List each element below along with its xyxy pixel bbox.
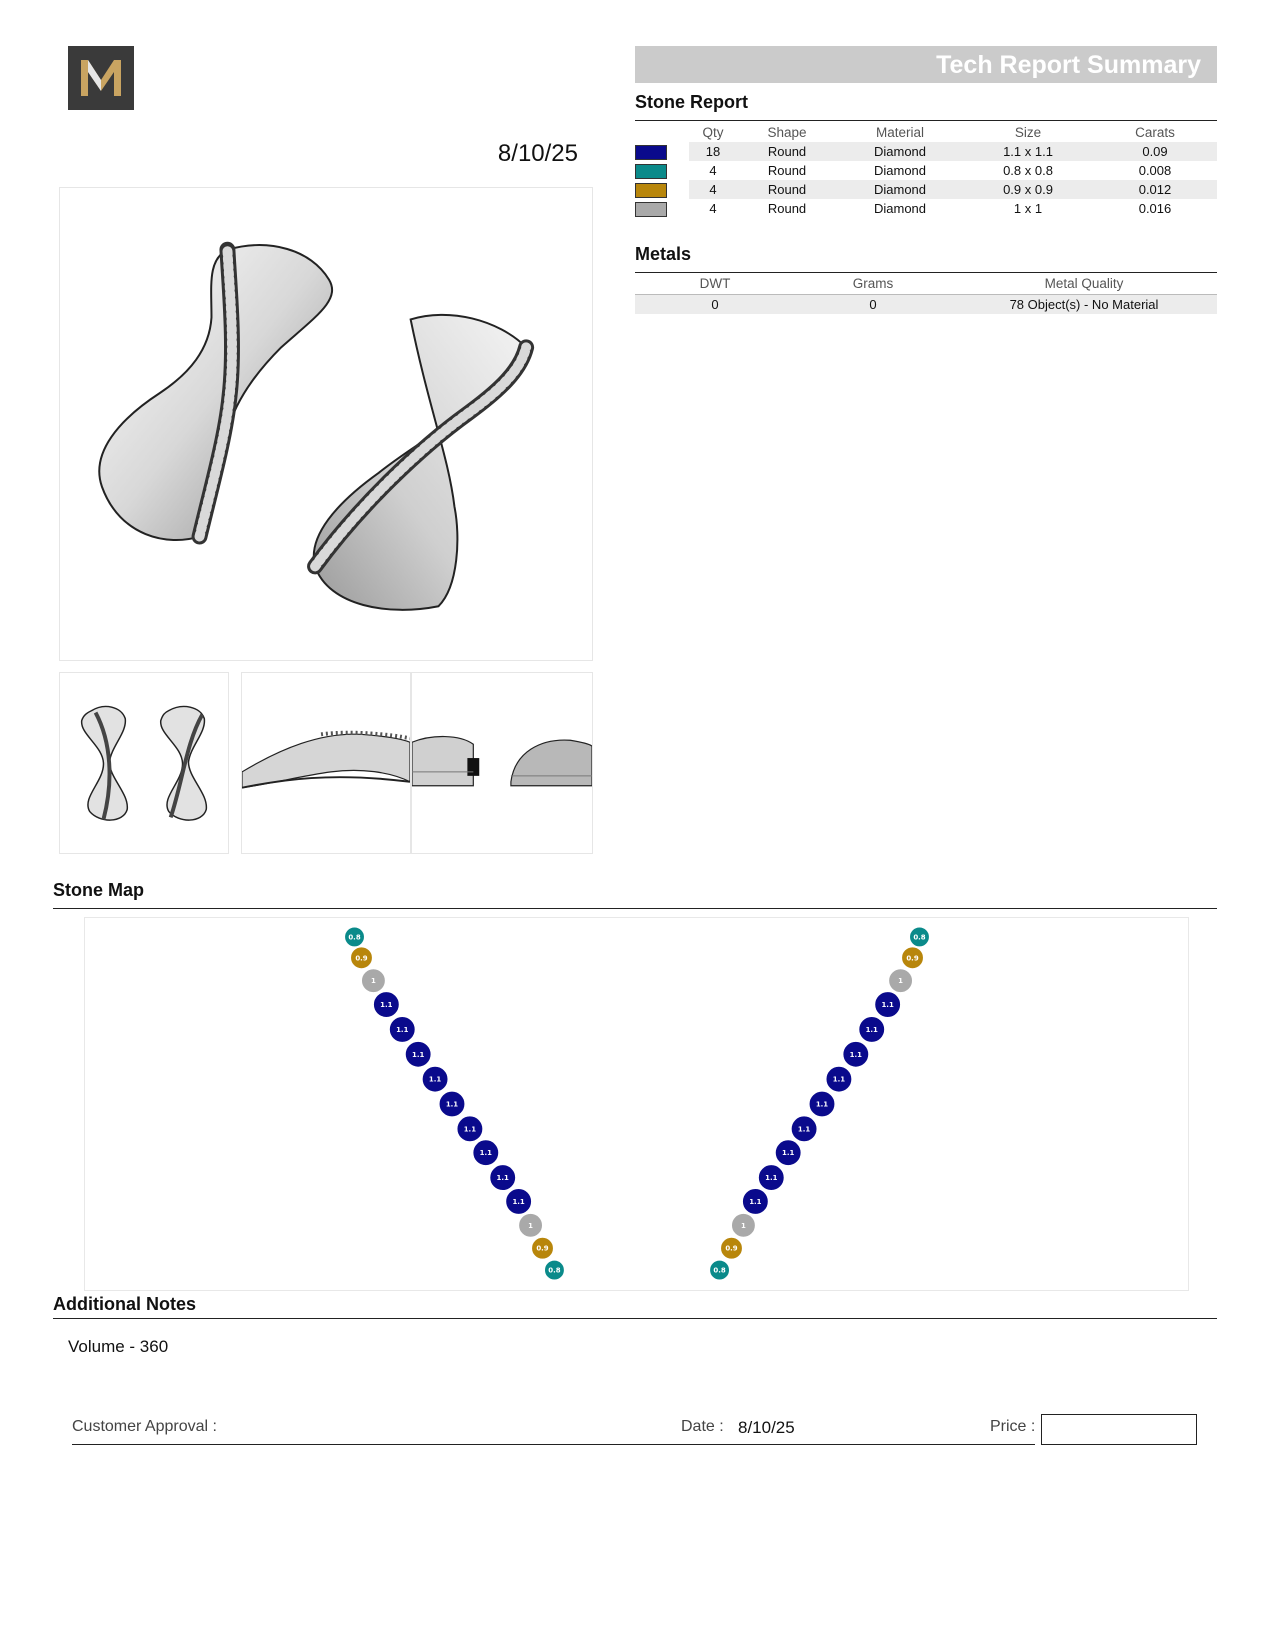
stone-gray (889, 969, 913, 993)
main-render-image (59, 187, 593, 661)
price-label: Price : (990, 1418, 1036, 1435)
stone-gold (721, 1237, 743, 1259)
grams-cell: 0 (795, 294, 951, 314)
thumbnail-front-view (59, 672, 229, 854)
material-cell: Diamond (837, 142, 963, 161)
color-swatch (635, 202, 667, 217)
side-view-icon (242, 673, 410, 853)
notes-text: Volume - 360 (68, 1337, 169, 1356)
stone-blue (389, 1016, 415, 1042)
column-header-qty: Qty (702, 125, 724, 140)
table-row (635, 199, 1217, 218)
stone-blue (742, 1189, 768, 1215)
stone-teal (910, 927, 930, 947)
stone-teal (345, 927, 365, 947)
size-cell: 1.1 x 1.1 (963, 142, 1093, 161)
stone-map-canvas (85, 918, 1188, 1290)
stone-size-label: 1.1 (849, 1050, 862, 1059)
stone-blue (405, 1041, 431, 1067)
table-row (635, 161, 1217, 180)
stone-blue (775, 1140, 801, 1166)
report-date: 8/10/25 (497, 140, 578, 167)
stone-blue (875, 992, 901, 1018)
divider (635, 120, 1217, 121)
stone-blue (439, 1091, 465, 1117)
metals-title: Metals (635, 244, 692, 264)
stone-blue (506, 1189, 532, 1215)
carats-cell: 0.016 (1138, 201, 1172, 216)
stone-map (84, 917, 1189, 1291)
column-header-shape: Shape (767, 125, 807, 140)
divider (53, 908, 1217, 909)
stone-size-label: 0.8 (713, 1266, 726, 1275)
customer-approval-signature-line[interactable] (72, 1444, 1035, 1445)
stone-teal (544, 1260, 564, 1280)
stone-size-label: 1 (898, 977, 904, 986)
divider (635, 272, 1217, 273)
approval-date-value: 8/10/25 (738, 1418, 795, 1437)
approval-date-label: Date : (681, 1418, 724, 1435)
stone-gray (361, 969, 385, 993)
divider (53, 1318, 1217, 1319)
stone-size-label: 0.8 (348, 933, 361, 942)
stone-blue (422, 1066, 448, 1092)
material-cell: Diamond (873, 201, 927, 216)
stone-size-label: 1.1 (832, 1075, 846, 1084)
stone-size-label: 0.9 (536, 1244, 549, 1253)
customer-approval-label: Customer Approval : (72, 1418, 217, 1435)
stone-size-label: 0.8 (548, 1266, 561, 1275)
color-column-header (635, 123, 689, 142)
stone-blue (826, 1066, 852, 1092)
shape-cell: Round (767, 201, 807, 216)
table-header-row (635, 274, 1217, 294)
stone-size-label: 1.1 (412, 1050, 425, 1059)
stone-gold (532, 1237, 554, 1259)
qty-cell: 4 (689, 180, 737, 199)
column-header-grams: Grams (795, 274, 951, 294)
qty-cell: 18 (689, 142, 737, 161)
stone-gold (351, 947, 373, 969)
dwt-cell: 0 (635, 294, 795, 314)
material-cell: Diamond (873, 163, 927, 178)
stone-blue (809, 1091, 835, 1117)
carats-cell: 0.008 (1138, 163, 1172, 178)
shape-cell: Round (737, 142, 837, 161)
logo-m-icon (68, 46, 134, 110)
stone-size-label: 1.1 (782, 1149, 795, 1158)
column-header-dwt: DWT (635, 274, 795, 294)
stone-size-label: 0.8 (913, 933, 926, 942)
column-header-size: Size (1014, 125, 1042, 140)
stone-map-title: Stone Map (53, 880, 145, 900)
carats-cell: 0.09 (1093, 142, 1217, 161)
stone-blue (791, 1116, 817, 1142)
shape-cell: Round (767, 163, 807, 178)
additional-notes-title: Additional Notes (53, 1294, 196, 1314)
thumbnail-top-view (411, 672, 593, 854)
color-swatch (635, 164, 667, 179)
stone-size-label: 0.9 (355, 954, 368, 963)
stone-blue (843, 1041, 869, 1067)
stone-blue (758, 1165, 784, 1191)
stone-size-label: 1.1 (765, 1174, 778, 1183)
stone-blue (473, 1140, 499, 1166)
stone-size-label: 1.1 (512, 1197, 525, 1206)
header-bar (635, 46, 1217, 83)
stone-size-label: 1.1 (463, 1125, 477, 1134)
color-swatch (635, 145, 667, 160)
stone-size-label: 0.9 (725, 1244, 738, 1253)
stone-teal (710, 1260, 730, 1280)
table-row (635, 294, 1217, 314)
earrings-render-icon (60, 188, 592, 660)
qty-cell: 4 (709, 163, 717, 178)
stone-size-label: 1.1 (445, 1100, 459, 1109)
stone-blue (457, 1116, 483, 1142)
stone-size-label: 1.1 (797, 1125, 811, 1134)
stone-blue (859, 1016, 885, 1042)
top-view-icon (412, 673, 592, 853)
stone-size-label: 1.1 (815, 1100, 829, 1109)
stone-size-label: 1.1 (881, 1001, 894, 1010)
stone-size-label: 1.1 (865, 1025, 878, 1034)
thumbnail-side-view (241, 672, 411, 854)
stone-gray (519, 1213, 543, 1237)
stone-gold (902, 947, 924, 969)
stone-blue (373, 992, 399, 1018)
stone-report-title: Stone Report (635, 92, 749, 112)
column-header-material: Material (875, 125, 924, 140)
size-cell: 1 x 1 (1013, 201, 1043, 216)
stone-size-label: 1.1 (380, 1001, 393, 1010)
company-logo (68, 46, 134, 110)
stone-size-label: 1.1 (396, 1025, 409, 1034)
stone-report-table (635, 123, 1217, 218)
stone-blue (490, 1165, 516, 1191)
column-header-metal-quality: Metal Quality (951, 274, 1217, 294)
table-row (635, 142, 1217, 161)
stone-size-label: 1.1 (479, 1149, 492, 1158)
stone-size-label: 1.1 (749, 1197, 762, 1206)
front-view-icon (60, 673, 228, 853)
price-input[interactable] (1041, 1414, 1197, 1445)
report-title: Tech Report Summary (936, 51, 1201, 79)
stone-size-label: 1.1 (496, 1174, 509, 1183)
stone-size-label: 1 (528, 1221, 533, 1230)
carats-cell: 0.012 (1093, 180, 1217, 199)
table-header-row (635, 123, 1217, 142)
size-cell: 0.8 x 0.8 (1003, 163, 1053, 178)
stone-size-label: 1 (370, 977, 376, 986)
stone-gray (731, 1213, 755, 1237)
metals-table (635, 274, 1217, 314)
material-cell: Diamond (837, 180, 963, 199)
qty-cell: 4 (709, 201, 717, 216)
size-cell: 0.9 x 0.9 (963, 180, 1093, 199)
stone-size-label: 1.1 (428, 1075, 442, 1084)
stone-size-label: 1 (741, 1221, 746, 1230)
metal-quality-cell: 78 Object(s) - No Material (951, 294, 1217, 314)
column-header-carats: Carats (1135, 125, 1175, 140)
table-row (635, 180, 1217, 199)
stone-size-label: 0.9 (906, 954, 919, 963)
shape-cell: Round (737, 180, 837, 199)
color-swatch (635, 183, 667, 198)
